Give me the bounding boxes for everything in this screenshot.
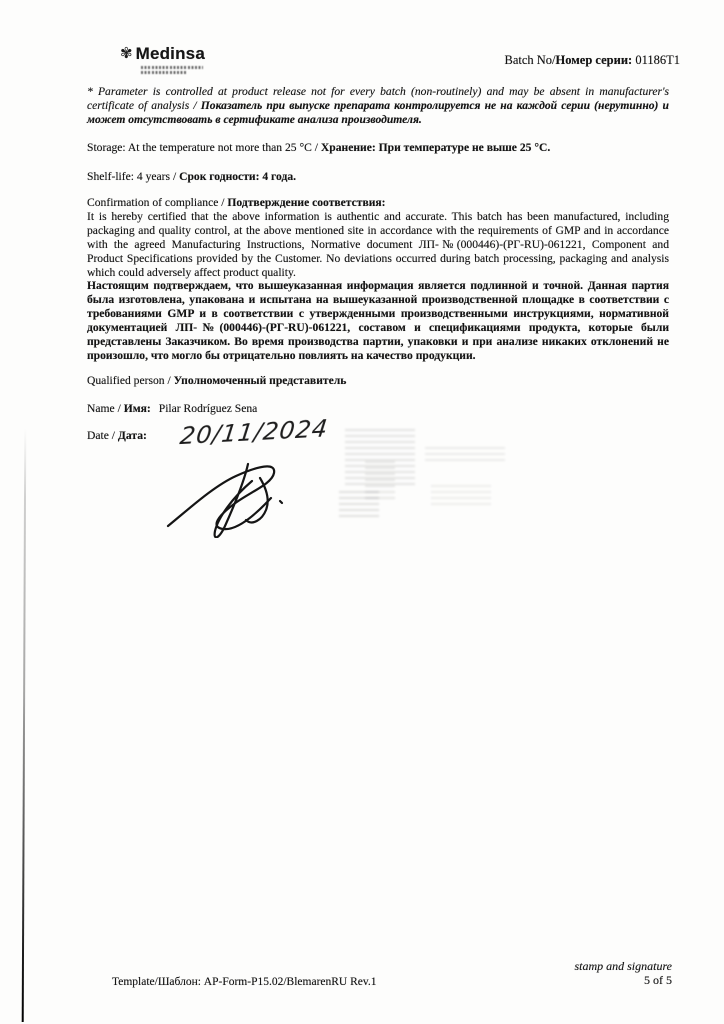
shelf-life-en: Shelf-life: 4 years / xyxy=(87,170,180,183)
page-number: 5 of 5 xyxy=(644,973,672,987)
name-label-ru: Имя: xyxy=(123,402,151,415)
name-line xyxy=(87,402,669,416)
asterisk-note xyxy=(87,85,669,127)
flower-logo-icon: ✾ xyxy=(120,45,133,62)
qualified-person-name: Pilar Rodríguez Sena xyxy=(158,402,258,415)
storage-line xyxy=(87,141,669,155)
company-name: Medinsa xyxy=(135,44,205,63)
scan-artifact-line xyxy=(22,428,26,1022)
compliance-heading-ru: Подтверждение соответствия: xyxy=(227,196,386,209)
stamp-signature-note: stamp and signature xyxy=(574,959,672,973)
date-label-en: Date / xyxy=(87,429,118,442)
qualified-person-en: Qualified person / xyxy=(87,374,174,387)
batch-value: 01186T1 xyxy=(632,53,680,67)
shelf-life-ru: Срок годности: 4 года. xyxy=(179,170,297,183)
name-label-en: Name / xyxy=(87,402,124,415)
faint-stamp-mark xyxy=(335,425,520,525)
compliance-text-ru: Настоящим подтверждаем, что вышеуказанная информация является подлинной и точной. Данная партия была изготовлена, упакована и испытана на вышеуказанной производственной площадке в соответствии с требованиями GMP и в соответствии с утвержденными производственными инструкциями, нормативной документацией ЛП-№(000446)-(РГ-RU)-061221, составом и спецификациями продукта, которые были представлены Заказчиком. Во время производства партии, упаковки и при анализе никаких отклонений не произошло, что могло бы отрицательно повлиять на качество продукции. xyxy=(87,279,669,362)
date-label-ru: Дата: xyxy=(117,429,147,442)
shelf-life-line xyxy=(87,170,669,184)
asterisk-note-en: * Parameter is controlled at product release not for every batch (non-routinely) and may be absent in manufacturer's certificate of analysis / xyxy=(87,85,669,112)
logo-tagline-illegible xyxy=(141,66,205,74)
compliance-heading-en: Confirmation of compliance / xyxy=(87,196,228,209)
batch-label-ru: Номер серии: xyxy=(555,53,633,67)
qualified-person-ru: Уполномоченный представитель xyxy=(173,374,347,387)
company-logo xyxy=(120,44,205,76)
qualified-person-heading xyxy=(87,374,669,388)
handwritten-signature xyxy=(162,448,322,538)
batch-label-en: Batch No/ xyxy=(504,53,556,67)
footer-right xyxy=(574,959,672,987)
template-reference: Template/Шаблон: AP-Form-P15.02/BlemarenRU Rev.1 xyxy=(112,976,377,988)
storage-ru: Хранение: При температуре не выше 25 °С. xyxy=(320,141,551,154)
handwritten-date: 20/11/2024 xyxy=(178,414,330,450)
storage-en: Storage: At the temperature not more than 25 °C / xyxy=(87,141,321,154)
compliance-section xyxy=(87,196,669,363)
asterisk-note-ru: Показатель при выпуске препарата контролируется не на каждой серии (нерутинно) и может отсутствовать в сертификате анализа производителя. xyxy=(87,99,669,126)
batch-number-line xyxy=(505,53,681,68)
compliance-text-en: It is hereby certified that the above information is authentic and accurate. This batch has been manufactured, including packaging and quality control, at the above mentioned site in accordance with the requirements of GMP and in accordance with the agreed Manufacturing Instructions, Normative document ЛП-№(000446)-(РГ-RU)-061221, Component and Product Specifications provided by the Customer. No deviations occurred during batch processing, packaging and analysis which could adversely affect product quality. xyxy=(87,209,669,279)
